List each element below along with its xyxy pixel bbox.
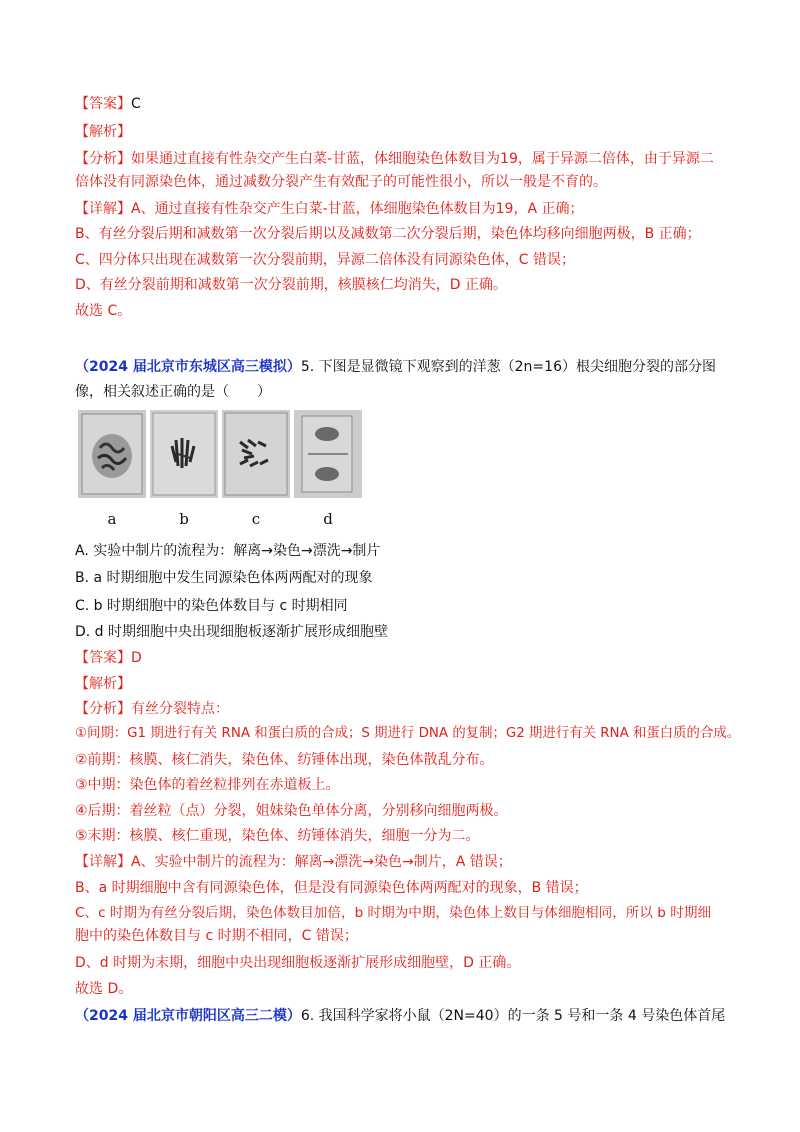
xiangjie-text-a: A、通过直接有性杂交产生白菜-甘蓝，体细胞染色体数目为19，A 正确；	[131, 201, 584, 217]
xiangjie-line-5c1: C、c 时期为有丝分裂后期，染色体数目加倍，b 时期为中期，染色体上数目与体细胞相同，所以 b 时期细	[75, 905, 712, 921]
stage-3: ③中期：染色体的着丝粒排列在赤道板上。	[75, 777, 340, 793]
stage-4: ④后期：着丝粒（点）分裂，姐妹染色单体分离，分别移向细胞两极。	[75, 803, 508, 819]
question-source: （2024 届北京市东城区高三模拟）	[75, 359, 301, 375]
question-6-source: （2024 届北京市朝阳区高三二模）	[75, 1008, 301, 1024]
option-b: B. a 时期细胞中发生同源染色体两两配对的现象	[75, 570, 373, 586]
option-a: A. 实验中制片的流程为：解离→染色→漂洗→制片	[75, 543, 381, 559]
stage-1: ①间期：G1 期进行有关 RNA 和蛋白质的合成；S 期进行 DNA 的复制；G2 期进行有关 RNA 和蛋白质的合成。	[75, 726, 741, 741]
fenxi-label: 【分析】	[75, 151, 131, 167]
figure-label-d: d	[323, 510, 333, 528]
question-5-stem-line-1	[75, 357, 716, 377]
micrograph-figure	[78, 410, 368, 530]
answer-label-5: 【答案】	[75, 650, 131, 666]
xiangjie-line-d: D、有丝分裂前期和减数第一次分裂前期，核膜核仁均消失，D 正确。	[75, 277, 508, 293]
fenxi-line-2: 倍体没有同源染色体，通过减数分裂产生有效配子的可能性很小，所以一般是不育的。	[75, 174, 607, 190]
fenxi-text-5: 有丝分裂特点：	[131, 701, 229, 717]
fenxi-label-5: 【分析】	[75, 701, 131, 717]
stage-5: ⑤末期：核膜、核仁重现，染色体、纺锤体消失，细胞一分为二。	[75, 828, 480, 844]
fenxi-line-1	[75, 149, 714, 169]
answer-label: 【答案】	[75, 96, 131, 112]
xiangjie-line-5b: B、a 时期细胞中含有同源染色体，但是没有同源染色体两两配对的现象，B 错误；	[75, 880, 588, 896]
option-d: D. d 时期细胞中央出现细胞板逐渐扩展形成细胞壁	[75, 624, 389, 640]
stage-2: ②前期：核膜、核仁消失，染色体、纺锤体出现，染色体散乱分布。	[75, 752, 494, 768]
figure-label-a: a	[107, 510, 117, 528]
xiangjie-line-a	[75, 199, 583, 219]
answer-value: C	[131, 96, 141, 112]
fenxi-line-5	[75, 699, 229, 719]
conclusion-5: 故选 D。	[75, 981, 133, 997]
question-5-stem-line-2: 像，相关叙述正确的是（ ）	[75, 384, 271, 400]
analysis-heading: 【解析】	[75, 124, 131, 140]
xiangjie-line-b: B、有丝分裂后期和减数第一次分裂后期以及减数第二次分裂后期，染色体均移向细胞两极，B 正确；	[75, 226, 701, 242]
answer-line-5	[75, 648, 142, 668]
xiangjie-label-5: 【详解】	[75, 854, 131, 870]
figure-label-b: b	[179, 510, 189, 528]
micrograph-a	[78, 410, 146, 498]
question-6-stem: 6. 我国科学家将小鼠（2N=40）的一条 5 号和一条 4 号染色体首尾	[300, 1008, 726, 1024]
xiangjie-line-5c2: 胞中的染色体数目与 c 时期不相同，C 错误；	[75, 928, 358, 944]
xiangjie-text-5a: A、实验中制片的流程为：解离→漂洗→染色→制片，A 错误；	[131, 854, 512, 870]
xiangjie-line-5d: D、d 时期为末期，细胞中央出现细胞板逐渐扩展形成细胞壁，D 正确。	[75, 955, 521, 971]
conclusion: 故选 C。	[75, 303, 132, 319]
question-6-stem-line-1	[75, 1006, 725, 1026]
xiangjie-line-c: C、四分体只出现在减数第一次分裂前期，异源二倍体没有同源染色体，C 错误；	[75, 252, 575, 268]
figure-label-c: c	[251, 510, 261, 528]
xiangjie-label: 【详解】	[75, 201, 131, 217]
analysis-heading-5: 【解析】	[75, 676, 131, 692]
micrograph-c	[222, 410, 290, 498]
micrograph-b	[150, 410, 218, 498]
question-stem: 5. 下图是显微镜下观察到的洋葱（2n=16）根尖细胞分裂的部分图	[300, 359, 716, 375]
option-c: C. b 时期细胞中的染色体数目与 c 时期相同	[75, 598, 348, 614]
answer-value-5: D	[131, 650, 142, 666]
xiangjie-line-5a	[75, 852, 512, 872]
fenxi-text-1: 如果通过直接有性杂交产生白菜-甘蓝，体细胞染色体数目为19，属于异源二倍体，由于异源二	[131, 151, 714, 167]
answer-line	[75, 94, 141, 114]
micrograph-d	[294, 410, 362, 498]
